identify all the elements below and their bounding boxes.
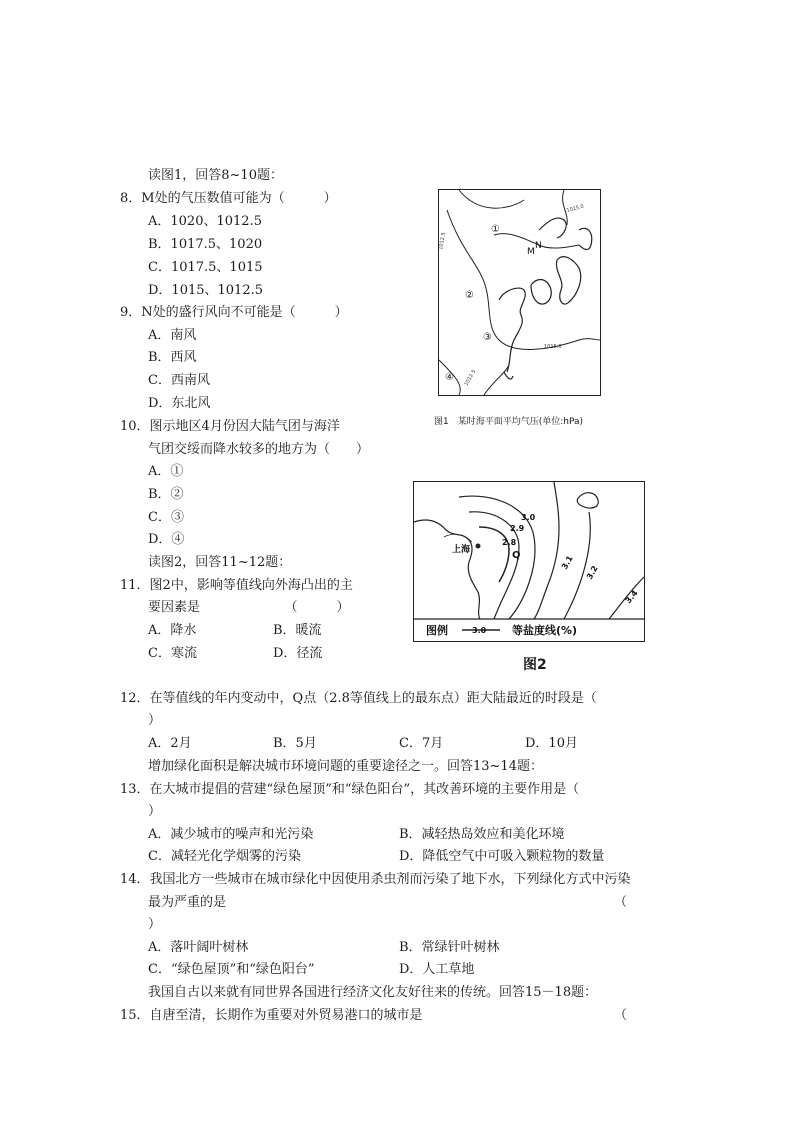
- contour-label: 3.4: [623, 588, 640, 606]
- legend-label: 图例: [426, 624, 448, 637]
- isobar-label: 1015.0: [544, 344, 562, 350]
- isobar-line: [484, 365, 509, 395]
- contour-label: 3.0: [521, 513, 536, 522]
- q10-option-a: A．①: [148, 464, 184, 479]
- q13-option-c: C．减轻光化学烟雾的污染: [148, 849, 301, 864]
- q9-option-b: B．西风: [148, 350, 197, 365]
- coastline: [539, 218, 566, 238]
- question-14-paren-open: （: [614, 895, 628, 910]
- q14-option-a: A．落叶阔叶树林: [148, 940, 249, 955]
- figure-2-title: 图2: [523, 657, 547, 673]
- q8-option-d: D．1015、1012.5: [148, 283, 263, 298]
- question-9: 9．N处的盛行风向不可能是（ ）: [120, 305, 348, 320]
- contour-label: 3.2: [584, 564, 600, 581]
- figure-2-map: [413, 481, 645, 642]
- q10-option-d: D．④: [148, 532, 185, 547]
- figure-1-svg: [439, 190, 600, 395]
- salinity-isoline: [534, 482, 559, 619]
- intro-15-18: 我国自古以来就有同世界各国进行经济文化友好往来的传统。回答15－18题：: [148, 985, 598, 1000]
- coastline: [504, 372, 513, 379]
- river-mouth: [444, 534, 472, 542]
- question-13: 13．在大城市提倡的营建“绿色屋顶”和“绿色阳台”，其改善环境的主要作用是（: [120, 782, 580, 797]
- isobar-line: [459, 190, 524, 208]
- question-15-paren-open: （: [614, 1008, 628, 1023]
- isobar-label: 1012.5: [438, 232, 448, 251]
- shanghai-marker: [476, 544, 481, 549]
- q11-option-c: C．寒流: [148, 646, 197, 661]
- q14-option-c: C．“绿色屋顶”和“绿色阳台”: [148, 962, 315, 977]
- legend-sample: 3.0: [472, 626, 487, 635]
- legend-text: 等盐度线(%): [512, 624, 578, 637]
- q8-option-b: B．1017.5、1020: [148, 237, 263, 252]
- q13-option-a: A．减少城市的噪声和光污染: [148, 827, 314, 842]
- q10-option-c: C．③: [148, 510, 184, 525]
- point-label: N: [535, 241, 542, 251]
- question-14-paren-close: ）: [148, 917, 162, 932]
- isobar-label: 1015.0: [565, 203, 585, 214]
- q9-option-a: A．南风: [148, 328, 197, 343]
- region-label: ②: [465, 290, 474, 301]
- coastline: [531, 280, 551, 305]
- intro-13-14: 增加绿化面积是解决城市环境问题的重要途径之一。回答13~14题：: [148, 759, 543, 774]
- q11-option-a: A．降水: [148, 623, 197, 638]
- q9-option-c: C．西南风: [148, 373, 210, 388]
- isobar-line: [447, 210, 600, 349]
- coastline: [414, 520, 480, 619]
- q12-option-d: D．10月: [525, 736, 578, 751]
- q12-option-a: A．2月: [148, 736, 192, 751]
- q12-option-c: C．7月: [399, 736, 444, 751]
- q12-option-b: B．5月: [273, 736, 317, 751]
- contour-label: 3.1: [559, 554, 575, 571]
- region-label: ④: [445, 372, 454, 383]
- question-11-cont: 要因素是 （ ）: [148, 600, 350, 615]
- question-14-cont: 最为严重的是: [148, 895, 227, 910]
- isobar-label: 1012.5: [463, 368, 478, 387]
- q9-option-d: D．东北风: [148, 396, 211, 411]
- question-8: 8．M处的气压数值可能为（ ）: [120, 191, 337, 206]
- q13-option-d: D．降低空气中可吸入颗粒物的数量: [399, 849, 605, 864]
- region-label: ①: [491, 224, 500, 235]
- question-12: 12．在等值线的年内变动中，Q点（2.8等值线上的最东点）距大陆最近的时段是（: [120, 691, 597, 706]
- salinity-isoline: [479, 527, 509, 582]
- contour-label: 2.8: [502, 538, 517, 547]
- question-10: 10．图示地区4月份因大陆气团与海洋: [120, 419, 340, 434]
- question-12-paren: ）: [148, 713, 162, 728]
- question-15: 15．自唐至清，长期作为重要对外贸易港口的城市是: [120, 1008, 423, 1023]
- contour-label: 2.9: [510, 524, 525, 533]
- question-14: 14．我国北方一些城市在城市绿化中因使用杀虫剂而污染了地下水，下列绿化方式中污染: [120, 872, 631, 887]
- question-13-paren: ）: [148, 804, 162, 819]
- q14-option-b: B．常绿针叶树林: [399, 940, 500, 955]
- figure-2-svg: [414, 482, 644, 641]
- figure-1-caption: 图1 某时海平面平均气压(单位:hPa): [434, 417, 584, 427]
- q11-option-b: B．暖流: [273, 623, 322, 638]
- salinity-isoline: [577, 493, 598, 508]
- point-label: M: [527, 247, 535, 257]
- city-label: 上海: [452, 545, 471, 555]
- point-label: Q: [512, 550, 521, 561]
- question-11: 11．图2中，影响等值线向外海凸出的主: [120, 578, 353, 593]
- region-label: ③: [483, 332, 492, 343]
- q8-option-a: A．1020、1012.5: [148, 214, 262, 229]
- q11-option-d: D．径流: [273, 646, 323, 661]
- coastline: [556, 257, 580, 304]
- q14-option-d: D．人工草地: [399, 962, 475, 977]
- intro-11-12: 读图2，回答11~12题：: [148, 555, 292, 570]
- coastline: [579, 228, 592, 249]
- intro-8-10: 读图1，回答8~10题：: [148, 168, 283, 183]
- q8-option-c: C．1017.5、1015: [148, 260, 263, 275]
- q13-option-b: B．减轻热岛效应和美化环境: [399, 827, 565, 842]
- figure-1-map: [438, 189, 601, 396]
- question-10-cont: 气团交绥而降水较多的地方为（ ）: [148, 442, 370, 457]
- q10-option-b: B．②: [148, 487, 184, 502]
- coastline: [499, 288, 525, 372]
